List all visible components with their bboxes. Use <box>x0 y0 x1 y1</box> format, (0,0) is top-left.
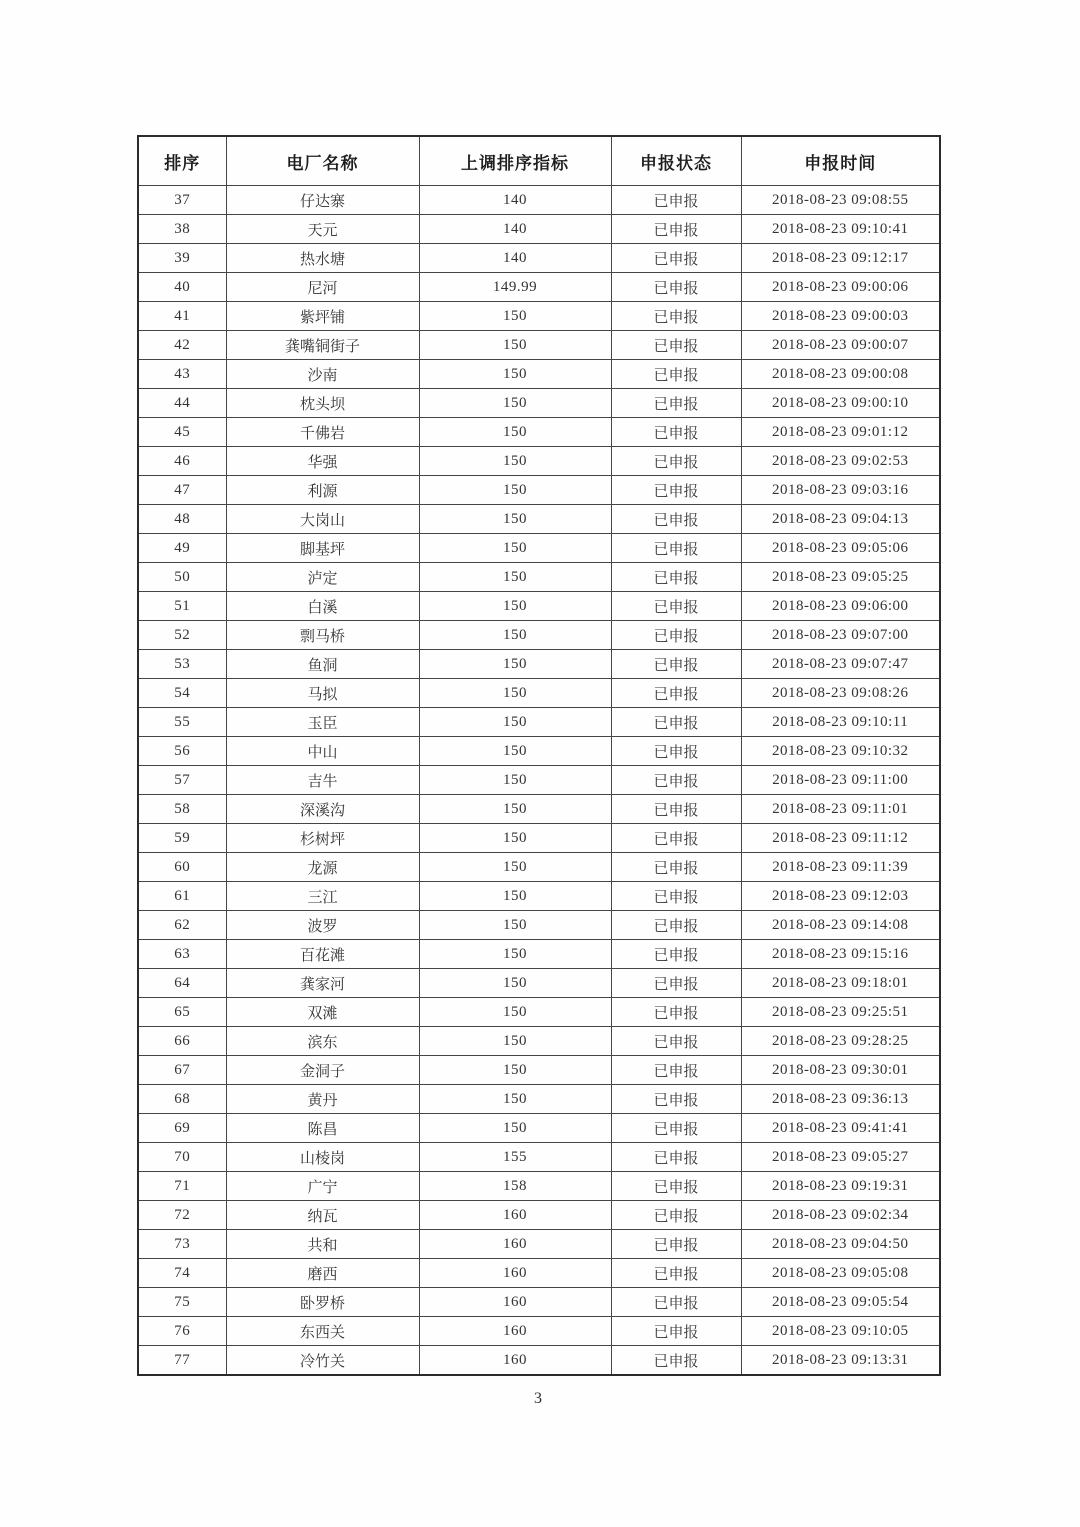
cell-plant-name: 三江 <box>226 882 419 911</box>
cell-plant-name: 剽马桥 <box>226 621 419 650</box>
table-row <box>138 766 940 795</box>
cell-status: 已申报 <box>611 737 741 766</box>
cell-status: 已申报 <box>611 1143 741 1172</box>
table-body <box>138 186 940 1376</box>
cell-time: 2018-08-23 09:11:12 <box>741 824 940 853</box>
cell-plant-name: 广宁 <box>226 1172 419 1201</box>
cell-time: 2018-08-23 09:05:54 <box>741 1288 940 1317</box>
table-row <box>138 1027 940 1056</box>
cell-time: 2018-08-23 09:36:13 <box>741 1085 940 1114</box>
cell-rank: 45 <box>138 418 226 447</box>
cell-plant-name: 杉树坪 <box>226 824 419 853</box>
cell-status: 已申报 <box>611 186 741 215</box>
cell-rank: 43 <box>138 360 226 389</box>
header-declaration-status: 申报状态 <box>611 136 741 186</box>
cell-time: 2018-08-23 09:05:27 <box>741 1143 940 1172</box>
cell-indicator: 160 <box>419 1317 611 1346</box>
table-row <box>138 273 940 302</box>
cell-time: 2018-08-23 09:00:06 <box>741 273 940 302</box>
cell-indicator: 150 <box>419 737 611 766</box>
header-up-indicator: 上调排序指标 <box>419 136 611 186</box>
cell-time: 2018-08-23 09:00:07 <box>741 331 940 360</box>
table-row <box>138 505 940 534</box>
cell-time: 2018-08-23 09:15:16 <box>741 940 940 969</box>
cell-status: 已申报 <box>611 650 741 679</box>
cell-status: 已申报 <box>611 882 741 911</box>
cell-indicator: 150 <box>419 911 611 940</box>
cell-indicator: 150 <box>419 389 611 418</box>
cell-indicator: 150 <box>419 1056 611 1085</box>
cell-rank: 55 <box>138 708 226 737</box>
cell-plant-name: 沙南 <box>226 360 419 389</box>
cell-rank: 65 <box>138 998 226 1027</box>
cell-plant-name: 深溪沟 <box>226 795 419 824</box>
cell-plant-name: 玉臣 <box>226 708 419 737</box>
table-row <box>138 911 940 940</box>
cell-indicator: 150 <box>419 708 611 737</box>
cell-status: 已申报 <box>611 244 741 273</box>
cell-status: 已申报 <box>611 853 741 882</box>
table-row <box>138 940 940 969</box>
cell-plant-name: 金洞子 <box>226 1056 419 1085</box>
cell-time: 2018-08-23 09:19:31 <box>741 1172 940 1201</box>
cell-indicator: 150 <box>419 650 611 679</box>
header-plant-name: 电厂名称 <box>226 136 419 186</box>
cell-time: 2018-08-23 09:12:17 <box>741 244 940 273</box>
cell-indicator: 155 <box>419 1143 611 1172</box>
cell-rank: 56 <box>138 737 226 766</box>
cell-plant-name: 泸定 <box>226 563 419 592</box>
cell-plant-name: 磨西 <box>226 1259 419 1288</box>
cell-indicator: 150 <box>419 679 611 708</box>
cell-indicator: 150 <box>419 621 611 650</box>
cell-indicator: 150 <box>419 360 611 389</box>
table-row <box>138 998 940 1027</box>
table-row <box>138 1143 940 1172</box>
table-row <box>138 737 940 766</box>
table-row <box>138 650 940 679</box>
cell-plant-name: 双滩 <box>226 998 419 1027</box>
cell-status: 已申报 <box>611 1346 741 1376</box>
cell-status: 已申报 <box>611 1230 741 1259</box>
cell-indicator: 150 <box>419 766 611 795</box>
cell-status: 已申报 <box>611 302 741 331</box>
cell-indicator: 150 <box>419 882 611 911</box>
cell-plant-name: 波罗 <box>226 911 419 940</box>
cell-time: 2018-08-23 09:14:08 <box>741 911 940 940</box>
cell-status: 已申报 <box>611 592 741 621</box>
cell-time: 2018-08-23 09:30:01 <box>741 1056 940 1085</box>
cell-plant-name: 华强 <box>226 447 419 476</box>
cell-indicator: 160 <box>419 1259 611 1288</box>
cell-plant-name: 山棱岗 <box>226 1143 419 1172</box>
table-row <box>138 1172 940 1201</box>
table-row <box>138 215 940 244</box>
cell-plant-name: 仔达寨 <box>226 186 419 215</box>
cell-status: 已申报 <box>611 998 741 1027</box>
cell-time: 2018-08-23 09:08:26 <box>741 679 940 708</box>
cell-indicator: 150 <box>419 534 611 563</box>
cell-indicator: 150 <box>419 563 611 592</box>
cell-time: 2018-08-23 09:00:08 <box>741 360 940 389</box>
cell-plant-name: 大岗山 <box>226 505 419 534</box>
cell-rank: 66 <box>138 1027 226 1056</box>
cell-indicator: 140 <box>419 215 611 244</box>
cell-time: 2018-08-23 09:05:25 <box>741 563 940 592</box>
cell-plant-name: 纳瓦 <box>226 1201 419 1230</box>
table-row <box>138 389 940 418</box>
cell-plant-name: 陈昌 <box>226 1114 419 1143</box>
cell-time: 2018-08-23 09:04:50 <box>741 1230 940 1259</box>
cell-time: 2018-08-23 09:07:47 <box>741 650 940 679</box>
cell-rank: 64 <box>138 969 226 998</box>
table-row <box>138 592 940 621</box>
cell-plant-name: 滨东 <box>226 1027 419 1056</box>
table-row <box>138 1201 940 1230</box>
cell-rank: 73 <box>138 1230 226 1259</box>
cell-rank: 46 <box>138 447 226 476</box>
cell-plant-name: 吉牛 <box>226 766 419 795</box>
table-row <box>138 534 940 563</box>
table-row <box>138 186 940 215</box>
header-rank: 排序 <box>138 136 226 186</box>
cell-status: 已申报 <box>611 1259 741 1288</box>
cell-rank: 38 <box>138 215 226 244</box>
cell-status: 已申报 <box>611 1288 741 1317</box>
cell-rank: 54 <box>138 679 226 708</box>
table-row <box>138 679 940 708</box>
table-row <box>138 1230 940 1259</box>
table-row <box>138 418 940 447</box>
cell-status: 已申报 <box>611 1172 741 1201</box>
cell-indicator: 149.99 <box>419 273 611 302</box>
table-row <box>138 1317 940 1346</box>
cell-plant-name: 脚基坪 <box>226 534 419 563</box>
cell-time: 2018-08-23 09:11:39 <box>741 853 940 882</box>
cell-plant-name: 热水塘 <box>226 244 419 273</box>
cell-status: 已申报 <box>611 621 741 650</box>
cell-rank: 53 <box>138 650 226 679</box>
cell-status: 已申报 <box>611 708 741 737</box>
cell-rank: 67 <box>138 1056 226 1085</box>
cell-status: 已申报 <box>611 360 741 389</box>
table-row <box>138 708 940 737</box>
cell-rank: 76 <box>138 1317 226 1346</box>
cell-status: 已申报 <box>611 389 741 418</box>
table-row <box>138 1288 940 1317</box>
cell-rank: 70 <box>138 1143 226 1172</box>
table-row <box>138 1085 940 1114</box>
cell-plant-name: 龚嘴铜街子 <box>226 331 419 360</box>
cell-time: 2018-08-23 09:28:25 <box>741 1027 940 1056</box>
cell-plant-name: 百花滩 <box>226 940 419 969</box>
cell-plant-name: 白溪 <box>226 592 419 621</box>
cell-rank: 40 <box>138 273 226 302</box>
cell-plant-name: 中山 <box>226 737 419 766</box>
cell-rank: 50 <box>138 563 226 592</box>
cell-rank: 74 <box>138 1259 226 1288</box>
table-row <box>138 795 940 824</box>
cell-time: 2018-08-23 09:02:34 <box>741 1201 940 1230</box>
cell-rank: 51 <box>138 592 226 621</box>
cell-plant-name: 尼河 <box>226 273 419 302</box>
cell-time: 2018-08-23 09:01:12 <box>741 418 940 447</box>
cell-rank: 52 <box>138 621 226 650</box>
cell-indicator: 158 <box>419 1172 611 1201</box>
cell-rank: 61 <box>138 882 226 911</box>
cell-rank: 37 <box>138 186 226 215</box>
table-row <box>138 1056 940 1085</box>
table-row <box>138 302 940 331</box>
cell-rank: 42 <box>138 331 226 360</box>
cell-time: 2018-08-23 09:18:01 <box>741 969 940 998</box>
cell-indicator: 160 <box>419 1201 611 1230</box>
cell-rank: 41 <box>138 302 226 331</box>
cell-status: 已申报 <box>611 1114 741 1143</box>
cell-indicator: 160 <box>419 1288 611 1317</box>
cell-time: 2018-08-23 09:08:55 <box>741 186 940 215</box>
cell-status: 已申报 <box>611 447 741 476</box>
cell-status: 已申报 <box>611 679 741 708</box>
cell-time: 2018-08-23 09:05:06 <box>741 534 940 563</box>
cell-rank: 44 <box>138 389 226 418</box>
cell-indicator: 150 <box>419 592 611 621</box>
cell-time: 2018-08-23 09:02:53 <box>741 447 940 476</box>
cell-status: 已申报 <box>611 795 741 824</box>
cell-time: 2018-08-23 09:11:00 <box>741 766 940 795</box>
cell-status: 已申报 <box>611 476 741 505</box>
cell-rank: 75 <box>138 1288 226 1317</box>
cell-indicator: 150 <box>419 824 611 853</box>
cell-status: 已申报 <box>611 1027 741 1056</box>
cell-indicator: 160 <box>419 1230 611 1259</box>
cell-time: 2018-08-23 09:07:00 <box>741 621 940 650</box>
cell-rank: 72 <box>138 1201 226 1230</box>
cell-indicator: 150 <box>419 998 611 1027</box>
cell-time: 2018-08-23 09:13:31 <box>741 1346 940 1376</box>
table-row <box>138 621 940 650</box>
header-row <box>138 136 940 186</box>
table-row <box>138 360 940 389</box>
cell-status: 已申报 <box>611 215 741 244</box>
cell-time: 2018-08-23 09:00:10 <box>741 389 940 418</box>
cell-indicator: 150 <box>419 331 611 360</box>
table-row <box>138 969 940 998</box>
cell-plant-name: 冷竹关 <box>226 1346 419 1376</box>
cell-indicator: 150 <box>419 418 611 447</box>
table-row <box>138 331 940 360</box>
cell-rank: 63 <box>138 940 226 969</box>
cell-indicator: 140 <box>419 186 611 215</box>
cell-plant-name: 紫坪铺 <box>226 302 419 331</box>
cell-status: 已申报 <box>611 940 741 969</box>
table-row <box>138 563 940 592</box>
cell-rank: 69 <box>138 1114 226 1143</box>
cell-rank: 39 <box>138 244 226 273</box>
cell-status: 已申报 <box>611 1056 741 1085</box>
cell-status: 已申报 <box>611 969 741 998</box>
cell-indicator: 150 <box>419 302 611 331</box>
cell-indicator: 150 <box>419 969 611 998</box>
cell-time: 2018-08-23 09:04:13 <box>741 505 940 534</box>
cell-indicator: 150 <box>419 476 611 505</box>
cell-indicator: 160 <box>419 1346 611 1376</box>
cell-rank: 60 <box>138 853 226 882</box>
cell-plant-name: 马拟 <box>226 679 419 708</box>
cell-rank: 59 <box>138 824 226 853</box>
table-row <box>138 1346 940 1376</box>
cell-time: 2018-08-23 09:25:51 <box>741 998 940 1027</box>
table-row <box>138 447 940 476</box>
cell-rank: 62 <box>138 911 226 940</box>
cell-plant-name: 龙源 <box>226 853 419 882</box>
cell-plant-name: 千佛岩 <box>226 418 419 447</box>
cell-time: 2018-08-23 09:00:03 <box>741 302 940 331</box>
cell-time: 2018-08-23 09:41:41 <box>741 1114 940 1143</box>
cell-plant-name: 利源 <box>226 476 419 505</box>
cell-rank: 49 <box>138 534 226 563</box>
cell-rank: 57 <box>138 766 226 795</box>
cell-status: 已申报 <box>611 534 741 563</box>
table-row <box>138 476 940 505</box>
header-declaration-time: 申报时间 <box>741 136 940 186</box>
cell-indicator: 150 <box>419 853 611 882</box>
cell-time: 2018-08-23 09:10:32 <box>741 737 940 766</box>
table-row <box>138 1259 940 1288</box>
cell-plant-name: 天元 <box>226 215 419 244</box>
table-row <box>138 244 940 273</box>
cell-indicator: 150 <box>419 505 611 534</box>
cell-indicator: 150 <box>419 1114 611 1143</box>
cell-status: 已申报 <box>611 1201 741 1230</box>
cell-status: 已申报 <box>611 418 741 447</box>
table-row <box>138 824 940 853</box>
cell-rank: 48 <box>138 505 226 534</box>
cell-rank: 47 <box>138 476 226 505</box>
table-row <box>138 882 940 911</box>
cell-time: 2018-08-23 09:11:01 <box>741 795 940 824</box>
cell-time: 2018-08-23 09:06:00 <box>741 592 940 621</box>
cell-plant-name: 鱼洞 <box>226 650 419 679</box>
cell-status: 已申报 <box>611 273 741 302</box>
cell-indicator: 150 <box>419 1027 611 1056</box>
cell-time: 2018-08-23 09:10:05 <box>741 1317 940 1346</box>
cell-status: 已申报 <box>611 766 741 795</box>
cell-rank: 58 <box>138 795 226 824</box>
cell-rank: 68 <box>138 1085 226 1114</box>
cell-plant-name: 龚家河 <box>226 969 419 998</box>
cell-status: 已申报 <box>611 1317 741 1346</box>
cell-time: 2018-08-23 09:10:11 <box>741 708 940 737</box>
cell-rank: 71 <box>138 1172 226 1201</box>
cell-plant-name: 卧罗桥 <box>226 1288 419 1317</box>
cell-indicator: 150 <box>419 795 611 824</box>
cell-time: 2018-08-23 09:03:16 <box>741 476 940 505</box>
cell-status: 已申报 <box>611 505 741 534</box>
cell-plant-name: 东西关 <box>226 1317 419 1346</box>
table-row <box>138 853 940 882</box>
cell-time: 2018-08-23 09:10:41 <box>741 215 940 244</box>
cell-status: 已申报 <box>611 911 741 940</box>
cell-plant-name: 枕头坝 <box>226 389 419 418</box>
table-row <box>138 1114 940 1143</box>
cell-indicator: 140 <box>419 244 611 273</box>
page-number: 3 <box>534 1390 542 1407</box>
cell-rank: 77 <box>138 1346 226 1376</box>
cell-status: 已申报 <box>611 331 741 360</box>
cell-plant-name: 黄丹 <box>226 1085 419 1114</box>
cell-indicator: 150 <box>419 940 611 969</box>
cell-status: 已申报 <box>611 824 741 853</box>
cell-indicator: 150 <box>419 447 611 476</box>
cell-plant-name: 共和 <box>226 1230 419 1259</box>
cell-time: 2018-08-23 09:12:03 <box>741 882 940 911</box>
declaration-table <box>137 135 941 1376</box>
cell-indicator: 150 <box>419 1085 611 1114</box>
cell-status: 已申报 <box>611 1085 741 1114</box>
cell-status: 已申报 <box>611 563 741 592</box>
cell-time: 2018-08-23 09:05:08 <box>741 1259 940 1288</box>
